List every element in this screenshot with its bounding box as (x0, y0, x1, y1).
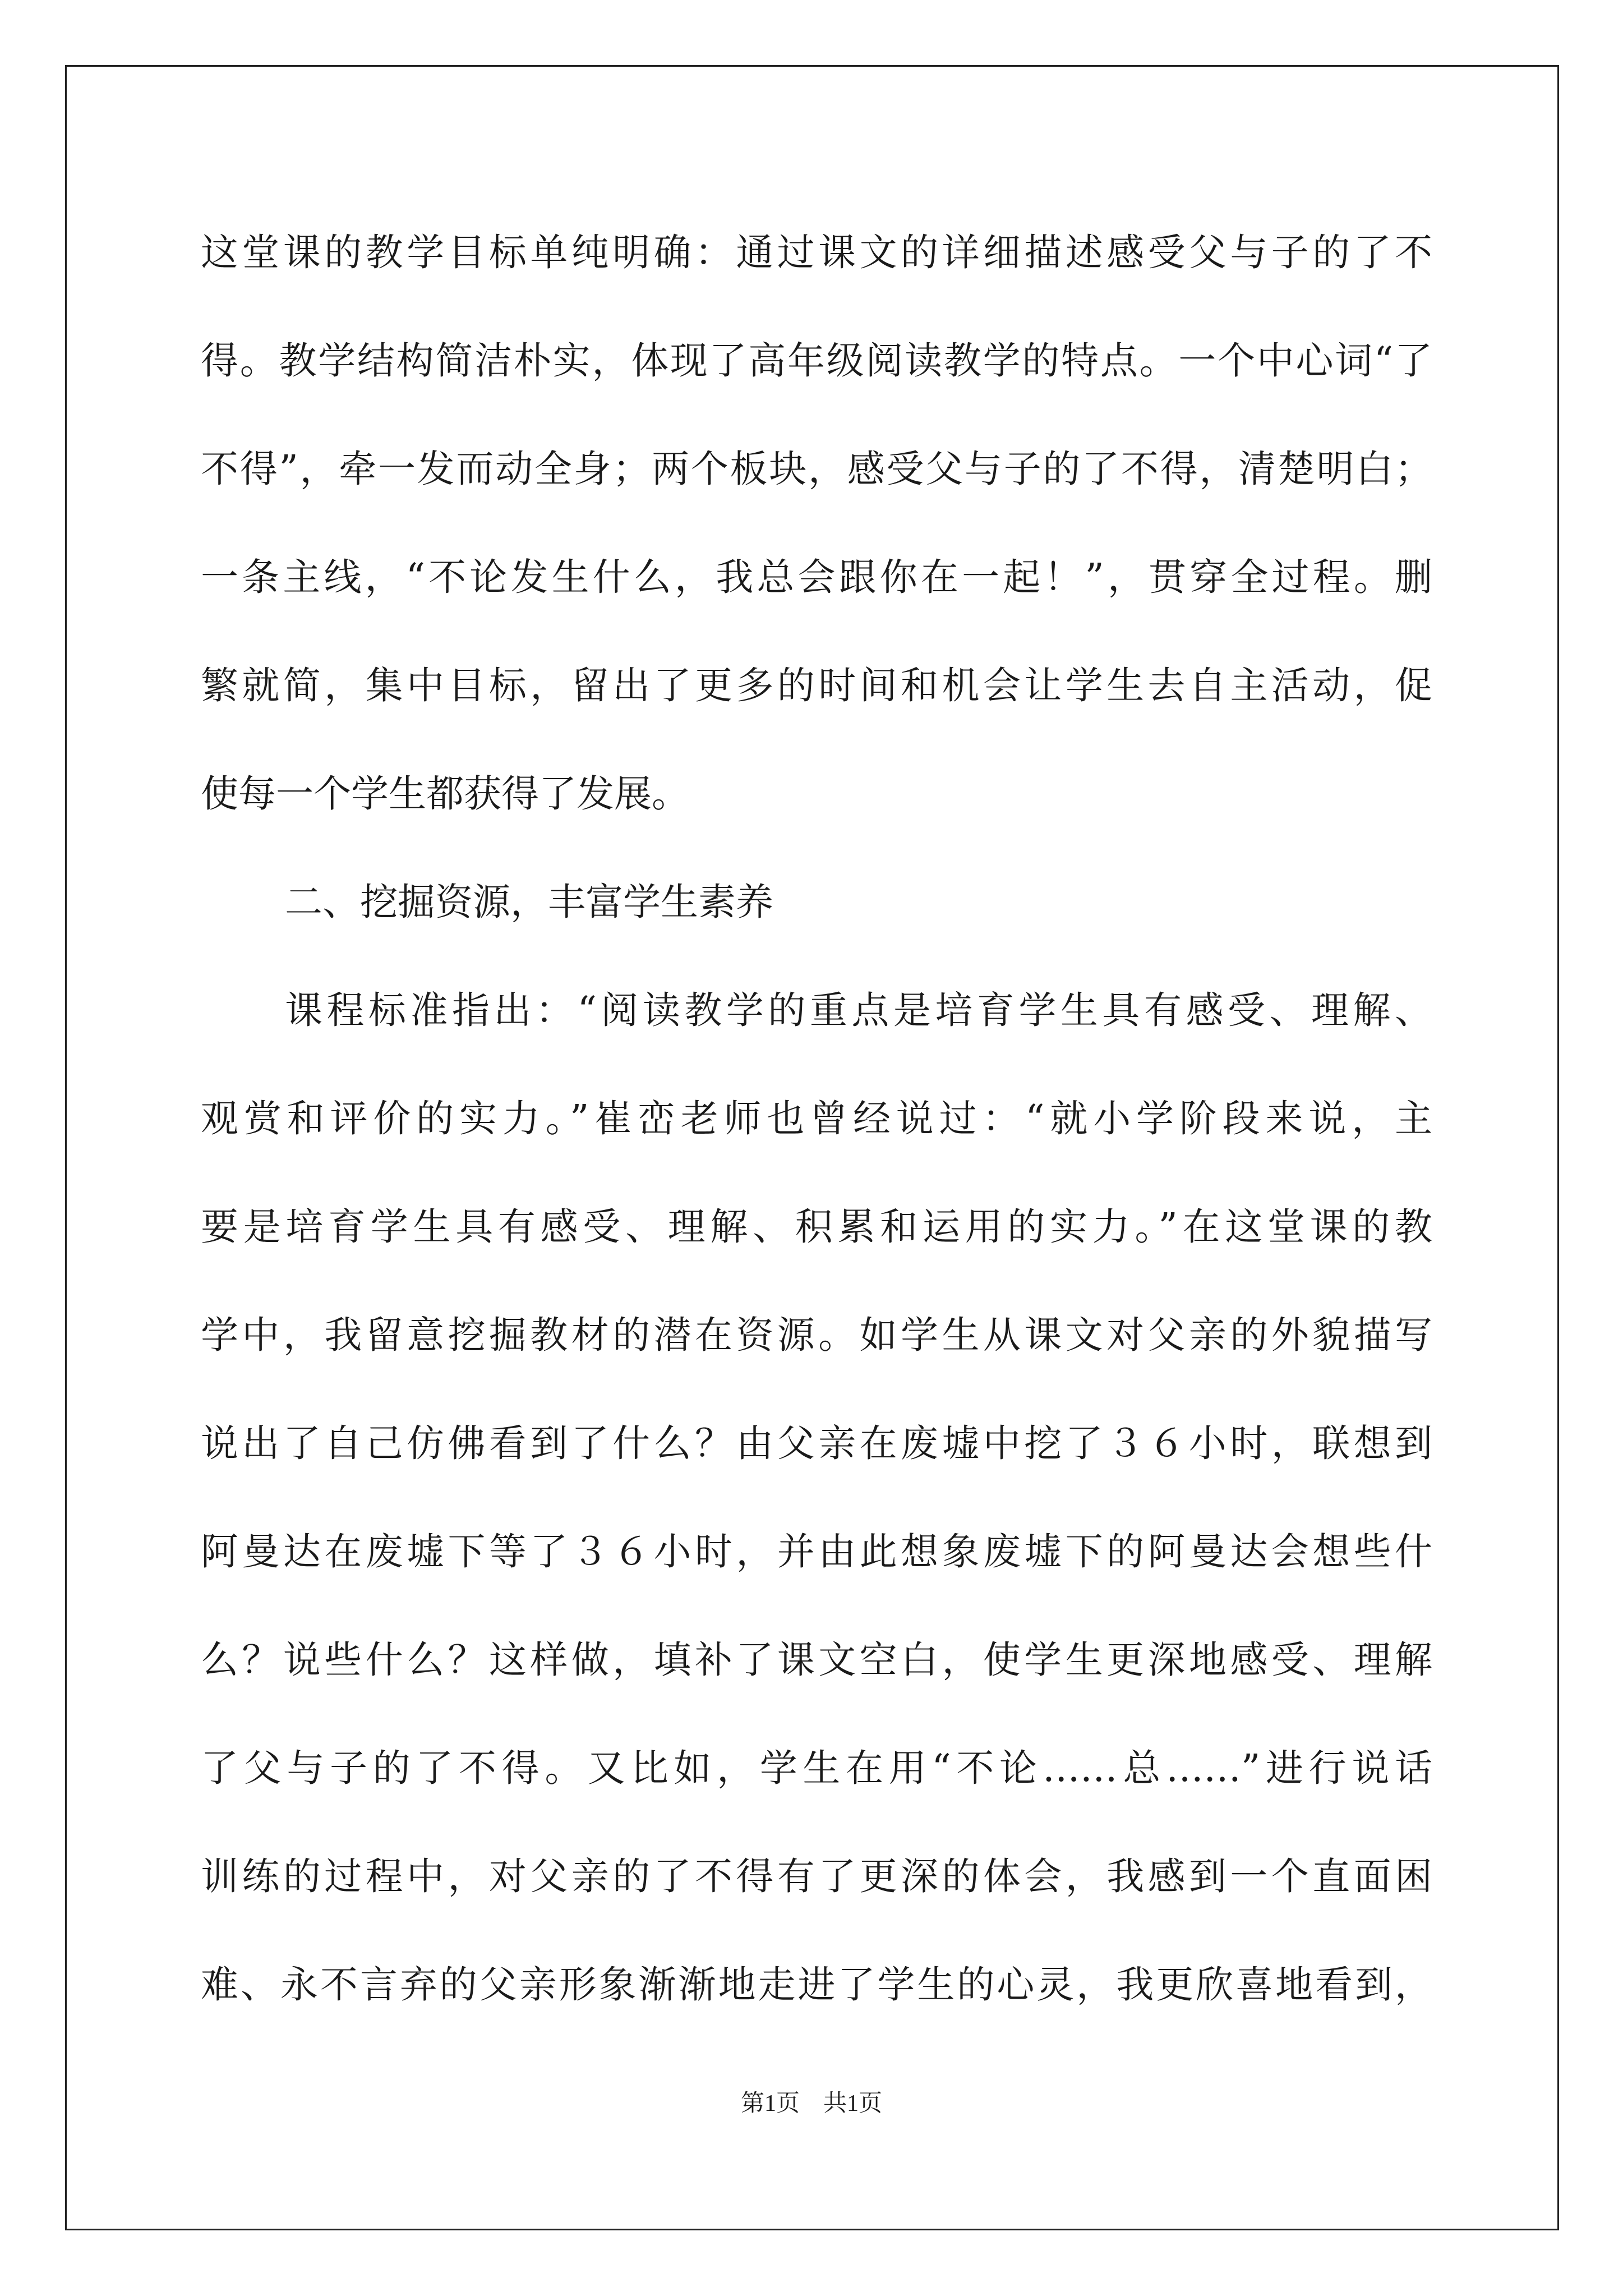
text-line: 一条主线，“不论发生什么，我总会跟你在一起！”，贯穿全过程。删 (201, 555, 1432, 599)
text-line: 说出了自己仿佛看到了什么？由父亲在废墟中挖了３６小时，联想到 (201, 1421, 1432, 1465)
text-line: 得。教学结构简洁朴实，体现了高年级阅读教学的特点。一个中心词“了 (201, 339, 1432, 383)
text-line: 么？说些什么？这样做，填补了课文空白，使学生更深地感受、理解 (201, 1638, 1432, 1682)
text-line: 使每一个学生都获得了发展。 (201, 772, 689, 816)
section-heading: 二、挖掘资源，丰富学生素养 (285, 880, 773, 924)
text-line: 训练的过程中，对父亲的了不得有了更深的体会，我感到一个直面困 (201, 1855, 1432, 1898)
text-line: 学中，我留意挖掘教材的潜在资源。如学生从课文对父亲的外貌描写 (201, 1313, 1432, 1357)
text-line: 阿曼达在废墟下等了３６小时，并由此想象废墟下的阿曼达会想些什 (201, 1530, 1432, 1573)
page-number: 第1页 共1页 (740, 2091, 882, 2116)
text-line: 不得”，牵一发而动全身；两个板块，感受父与子的了不得，清楚明白； (201, 447, 1432, 491)
paragraph-first-line: 课程标准指出：“阅读教学的重点是培育学生具有感受、理解、 (285, 988, 1432, 1032)
page-footer (0, 2087, 1623, 2120)
text-line: 了父与子的了不得。又比如，学生在用“不论……总……”进行说话 (201, 1746, 1432, 1790)
text-line: 要是培育学生具有感受、理解、积累和运用的实力。”在这堂课的教 (201, 1205, 1432, 1249)
text-line: 繁就简，集中目标，留出了更多的时间和机会让学生去自主活动，促 (201, 664, 1432, 707)
text-line: 难、永不言弃的父亲形象渐渐地走进了学生的心灵，我更欣喜地看到， (201, 1963, 1432, 2007)
text-line: 观赏和评价的实力。”崔峦老师也曾经说过：“就小学阶段来说，主 (201, 1097, 1432, 1140)
text-line: 这堂课的教学目标单纯明确：通过课文的详细描述感受父与子的了不 (201, 231, 1432, 274)
